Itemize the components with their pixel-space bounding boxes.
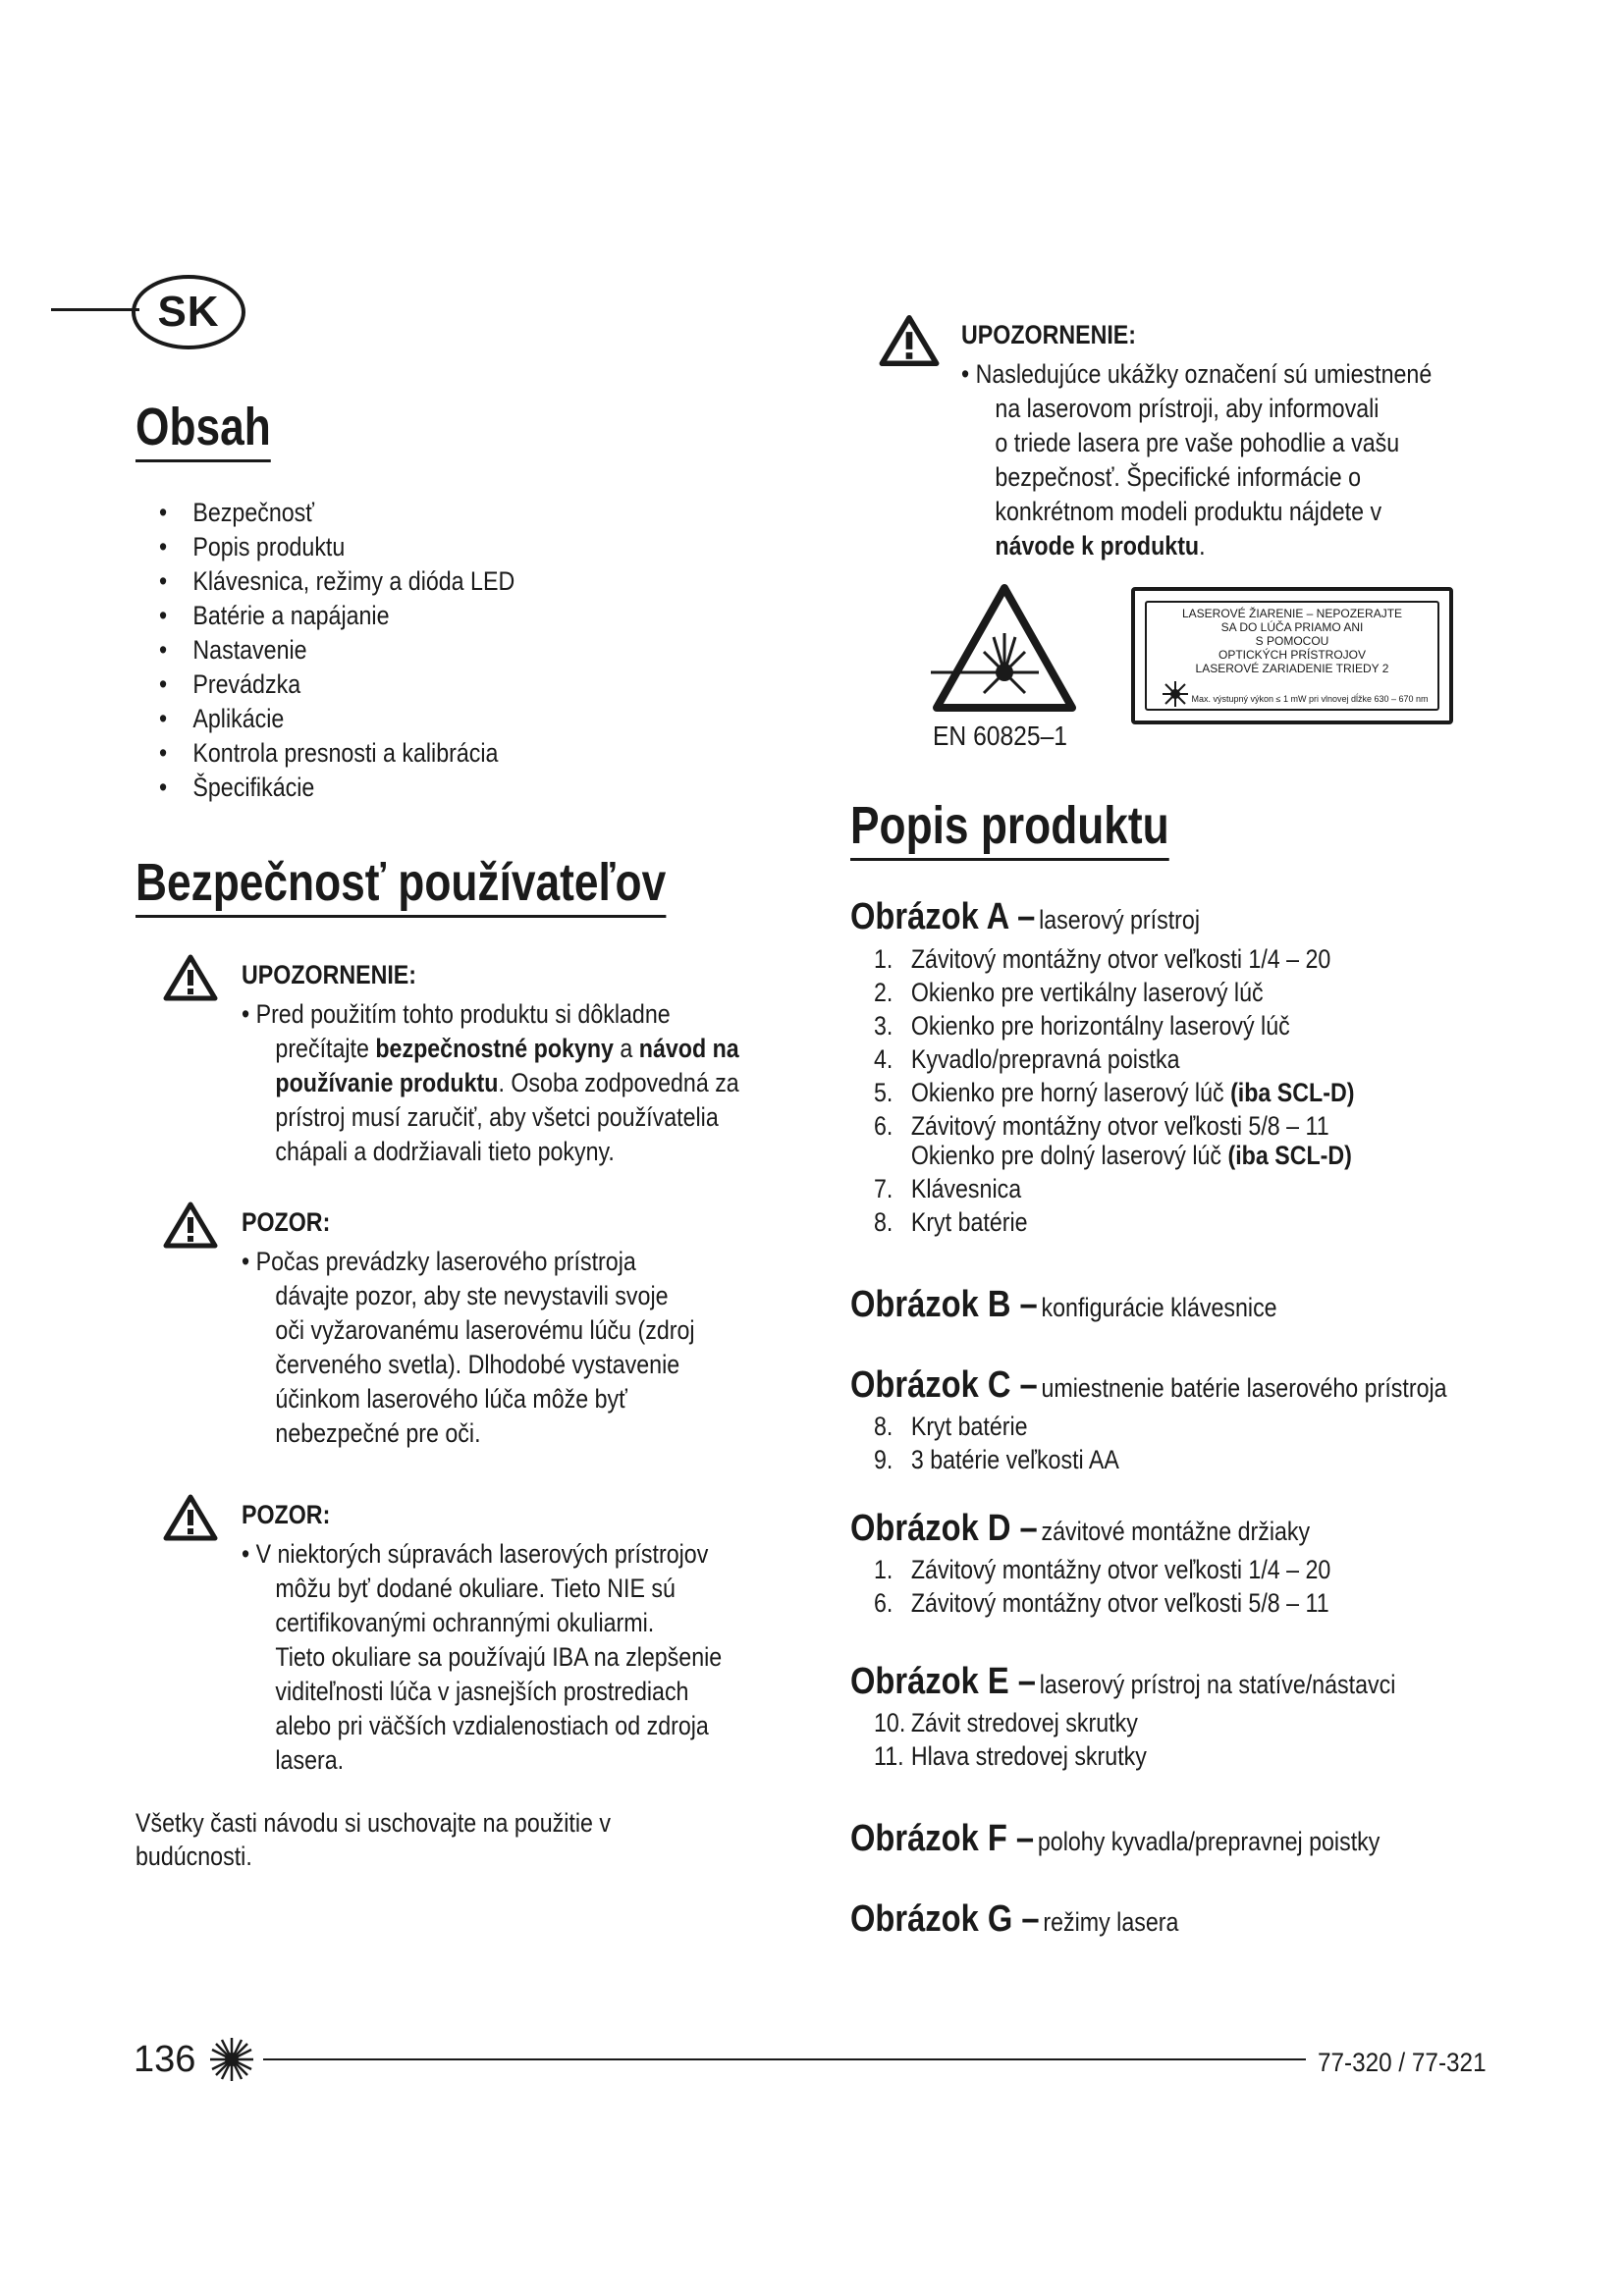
laser-label: [1131, 587, 1453, 724]
figure-a-title: Obrázok A – laserový prístroj: [850, 896, 1200, 937]
figure-a-list: [874, 942, 1354, 1239]
warning-text: • Pred použitím tohto produktu si dôkladne prečítajte bezpečnostné pokyny a návod na používanie produktu. Osoba zodpovedná za prístroj musí zaručiť, aby všetci používatelia chápali a dodržiavali tieto pokyny.: [242, 999, 739, 1166]
toc-item: • Batérie a napájanie: [159, 601, 390, 630]
warning-title: UPOZORNENIE:: [242, 960, 417, 989]
list-item: 7. Klávesnica: [874, 1174, 1022, 1203]
laser-hazard-icon: [931, 582, 1078, 715]
list-item: 2. Okienko pre vertikálny laserový lúč: [874, 978, 1264, 1007]
list-item: 1. Závitový montážny otvor veľkosti 1/4 – 20: [874, 944, 1331, 974]
list-item: 4. Kyvadlo/prepravná poistka: [874, 1044, 1180, 1074]
language-badge: SK: [132, 275, 245, 349]
safety-section: [135, 853, 783, 918]
product-title: Popis produktu: [850, 799, 1169, 861]
laser-burst-icon: [208, 2036, 255, 2083]
list-item: 11. Hlava stredovej skrutky: [874, 1741, 1147, 1771]
toc-item: • Špecifikácie: [159, 773, 315, 802]
toc-item: • Nastavenie: [159, 635, 307, 665]
list-item: 8. Kryt batérie: [874, 1207, 1028, 1237]
list-item: 9. 3 batérie veľkosti AA: [874, 1445, 1119, 1474]
list-item: 5. Okienko pre horný laserový lúč (iba SCL-D): [874, 1078, 1355, 1107]
warning-text: • Nasledujúce ukážky označení sú umiestnené na laserovom prístroji, aby informovali o triede lasera pre vaše pohodlie a vašu bezpečnosť. Špecifické informácie o konkrétnom modeli produktu nájdete v návode k produktu.: [961, 359, 1433, 561]
toc-item: • Prevádzka: [159, 669, 301, 699]
list-item: 10. Závit stredovej skrutky: [874, 1708, 1138, 1737]
list-item: 8. Kryt batérie: [874, 1412, 1028, 1441]
list-item: 1. Závitový montážny otvor veľkosti 1/4 – 20: [874, 1555, 1331, 1584]
footer-rule: [263, 2058, 1306, 2060]
list-item: 3. Okienko pre horizontálny laserový lúč: [874, 1011, 1290, 1041]
figure-d-list: [874, 1553, 1330, 1620]
toc-list: [159, 496, 572, 805]
toc-item: • Popis produktu: [159, 532, 346, 561]
page-number: 136: [134, 2039, 196, 2080]
figure-e-list: [874, 1706, 1147, 1773]
figure-e-title: Obrázok E – laserový prístroj na statíve/nástavci: [850, 1661, 1396, 1702]
toc-item: • Klávesnica, režimy a dióda LED: [159, 566, 515, 596]
figure-g-title: Obrázok G – režimy lasera: [850, 1898, 1179, 1940]
toc-item: • Kontrola presnosti a kalibrácia: [159, 738, 499, 768]
badge-line: [51, 308, 139, 311]
warning-title: UPOZORNENIE:: [961, 320, 1137, 349]
safety-title: Bezpečnosť používateľov: [135, 856, 666, 918]
caution-title: POZOR:: [242, 1207, 331, 1237]
model-number: 77-320 / 77-321: [1318, 2048, 1487, 2077]
warning-icon: [163, 954, 218, 1001]
figure-c-title: Obrázok C – umiestnenie batérie laserového prístroja: [850, 1364, 1447, 1406]
standard-code: EN 60825–1: [933, 721, 1068, 751]
toc-title: Obsah: [135, 400, 271, 462]
list-item: 6. Závitový montážny otvor veľkosti 5/8 – 11: [874, 1588, 1329, 1618]
caution-icon: [163, 1201, 218, 1249]
warning-icon: [879, 314, 940, 367]
caution-text: • V niektorých súpravách laserových prístrojov môžu byť dodané okuliare. Tieto NIE sú certifikovanými ochrannými okuliarmi. Tieto okuliare sa používajú IBA na zlepšenie viditeľnosti lúča v jasnejších prostrediach alebo pri väčších vzdialenostiach od zdroja lasera.: [242, 1539, 723, 1775]
footnote: Všetky časti návodu si uschovajte na použitie v budúcnosti.: [135, 1808, 612, 1871]
caution-icon: [163, 1494, 218, 1541]
toc-section: [135, 400, 300, 462]
caution-text: • Počas prevádzky laserového prístroja dávajte pozor, aby ste nevystavili svoje oči vyžarovanému laserovému lúču (zdroj červeného svetla). Dlhodobé vystavenie účinkom laserového lúča môže byť nebezpečné pre oči.: [242, 1247, 695, 1448]
caution-title: POZOR:: [242, 1500, 331, 1529]
laser-label-inner: LASEROVÉ ŽIARENIE – NEPOZERAJTE SA DO LÚČA PRIAMO ANI S POMOCOU OPTICKÝCH PRÍSTROJOV LASEROVÉ ZARIADENIE TRIEDY 2 Max. výstupný výkon ≤ 1 mW pri vlnovej dĺžke 630 – 670 nm: [1145, 601, 1439, 711]
figure-b-title: Obrázok B – konfigurácie klávesnice: [850, 1284, 1277, 1325]
list-item: Okienko pre dolný laserový lúč (iba SCL-D): [910, 1141, 1352, 1170]
figure-d-title: Obrázok D – závitové montážne držiaky: [850, 1508, 1311, 1549]
product-section: [850, 796, 1239, 861]
figure-f-title: Obrázok F – polohy kyvadla/prepravnej poistky: [850, 1818, 1380, 1859]
toc-item: • Aplikácie: [159, 704, 285, 733]
toc-item: • Bezpečnosť: [159, 498, 314, 527]
list-item: 6. Závitový montážny otvor veľkosti 5/8 – 11: [874, 1111, 1329, 1141]
figure-c-list: [874, 1410, 1119, 1476]
